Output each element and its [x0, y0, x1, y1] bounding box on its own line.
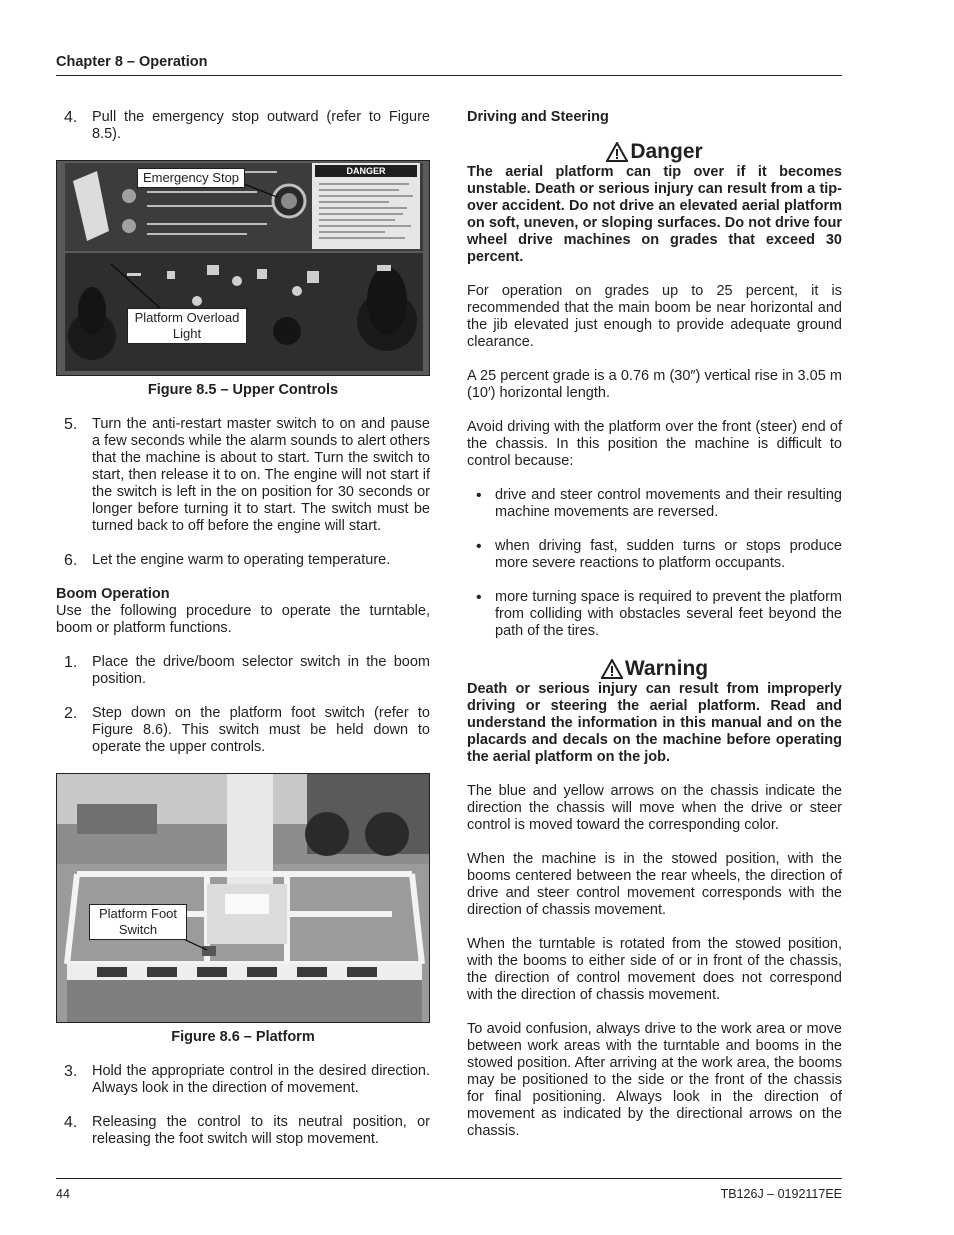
stowed-paragraph: When the machine is in the stowed position, with the booms centered between the rear wheels, the direction of drive and steer control movement corresponds with the direction of chassis movement. [467, 851, 842, 918]
boom-step-1: 1. Place the drive/boom selector switch in the boom position. [64, 654, 430, 687]
driving-steering-heading: Driving and Steering [467, 109, 609, 125]
rotated-paragraph: When the turntable is rotated from the stowed position, with the booms to either side of or in front of the chassis, the direction of control movement does not correspond with the direction of chassis movement. [467, 936, 842, 1003]
bullet-sudden-turns: • when driving fast, sudden turns or stops produce more severe reactions to platform occupants. [476, 538, 842, 571]
figure-platform [56, 773, 430, 1023]
bullet-turning-space: • more turning space is required to prevent the platform from colliding with obstacles several feet beyond the path of the tires. [476, 589, 842, 639]
avoid-driving-paragraph: Avoid driving with the platform over the front (steer) end of the chassis. In this position the machine is difficult to control because: [467, 419, 842, 469]
placard-danger-label: DANGER [346, 166, 386, 176]
page-number: 44 [56, 1187, 70, 1201]
warning-triangle-icon [606, 142, 628, 162]
warning-triangle-icon [601, 659, 623, 679]
confusion-paragraph: To avoid confusion, always drive to the work area or move between work areas with the turntable and booms in the stowed position. After arriving at the work area, the booms may be positioned to the side or the front of the chassis for final positioning. Always look in the direction of movement as indicated by the directional arrows on the chassis. [467, 1021, 842, 1139]
step-6: 6. Let the engine warm to operating temperature. [64, 552, 391, 569]
callout-platform-overload: Platform Overload Light [127, 308, 247, 344]
boom-intro: Use the following procedure to operate the turntable, boom or platform functions. [56, 603, 430, 636]
boom-operation-heading: Boom Operation [56, 586, 170, 602]
figure-8-5-caption: Figure 8.5 – Upper Controls [147, 382, 339, 398]
page-footer [56, 1178, 842, 1201]
boom-step-2: 2. Step down on the platform foot switch (refer to Figure 8.6). This switch must be held down to operate the upper controls. [64, 705, 430, 755]
warning-text: Death or serious injury can result from improperly driving or steering the aerial platform. Read and understand the information in this manual and on the placards and decals on the machine before operating the aerial platform on the job. [467, 681, 842, 765]
arrows-paragraph: The blue and yellow arrows on the chassis indicate the direction the chassis will move when the drive or steer control is moved toward the corresponding color. [467, 783, 842, 833]
warning-heading: Warning [467, 657, 842, 681]
chapter-title: Chapter 8 – Operation [56, 54, 208, 70]
grade-paragraph: For operation on grades up to 25 percent, it is recommended that the main boom be near horizontal and the jib elevated just enough to provide adequate ground clearance. [467, 283, 842, 350]
left-column [56, 109, 430, 1165]
boom-step-3: 3. Hold the appropriate control in the desired direction. Always look in the direction of movement. [64, 1063, 430, 1096]
step-4-emergency: 4. Pull the emergency stop outward (refer to Figure 8.5). [64, 109, 430, 142]
chapter-header [56, 54, 842, 76]
platform-photo [57, 774, 430, 1022]
danger-text: The aerial platform can tip over if it becomes unstable. Death or serious injury can result from a tip-over accident. Do not drive an elevated aerial platform on soft, uneven, or sloping surfaces. Do not drive four wheel drive machines on grades that exceed 30 percent. [467, 164, 842, 265]
bullet-reversed-controls: • drive and steer control movements and their resulting machine movements are reversed. [476, 487, 842, 520]
danger-heading: Danger [467, 140, 842, 164]
right-column [467, 109, 842, 1157]
figure-8-6-caption: Figure 8.6 – Platform [171, 1029, 315, 1045]
grade-definition: A 25 percent grade is a 0.76 m (30″) vertical rise in 3.05 m (10′) horizontal length. [467, 368, 842, 401]
callout-platform-foot-switch: Platform Foot Switch [89, 904, 187, 940]
document-number: TB126J – 0192117EE [720, 1187, 842, 1201]
step-5: 5. Turn the anti-restart master switch to on and pause a few seconds while the alarm sounds to alert others that the machine is about to start. Turn the switch to start, then release it to on. The engine will not start if the switch is left in the on position for 30 seconds or longer before turning it to start. The switch must be turned back to off before the engine will start. [64, 416, 430, 534]
callout-emergency-stop: Emergency Stop [137, 168, 245, 188]
figure-upper-controls [56, 160, 430, 376]
boom-step-4: 4. Releasing the control to its neutral position, or releasing the foot switch will stop movement. [64, 1114, 430, 1147]
